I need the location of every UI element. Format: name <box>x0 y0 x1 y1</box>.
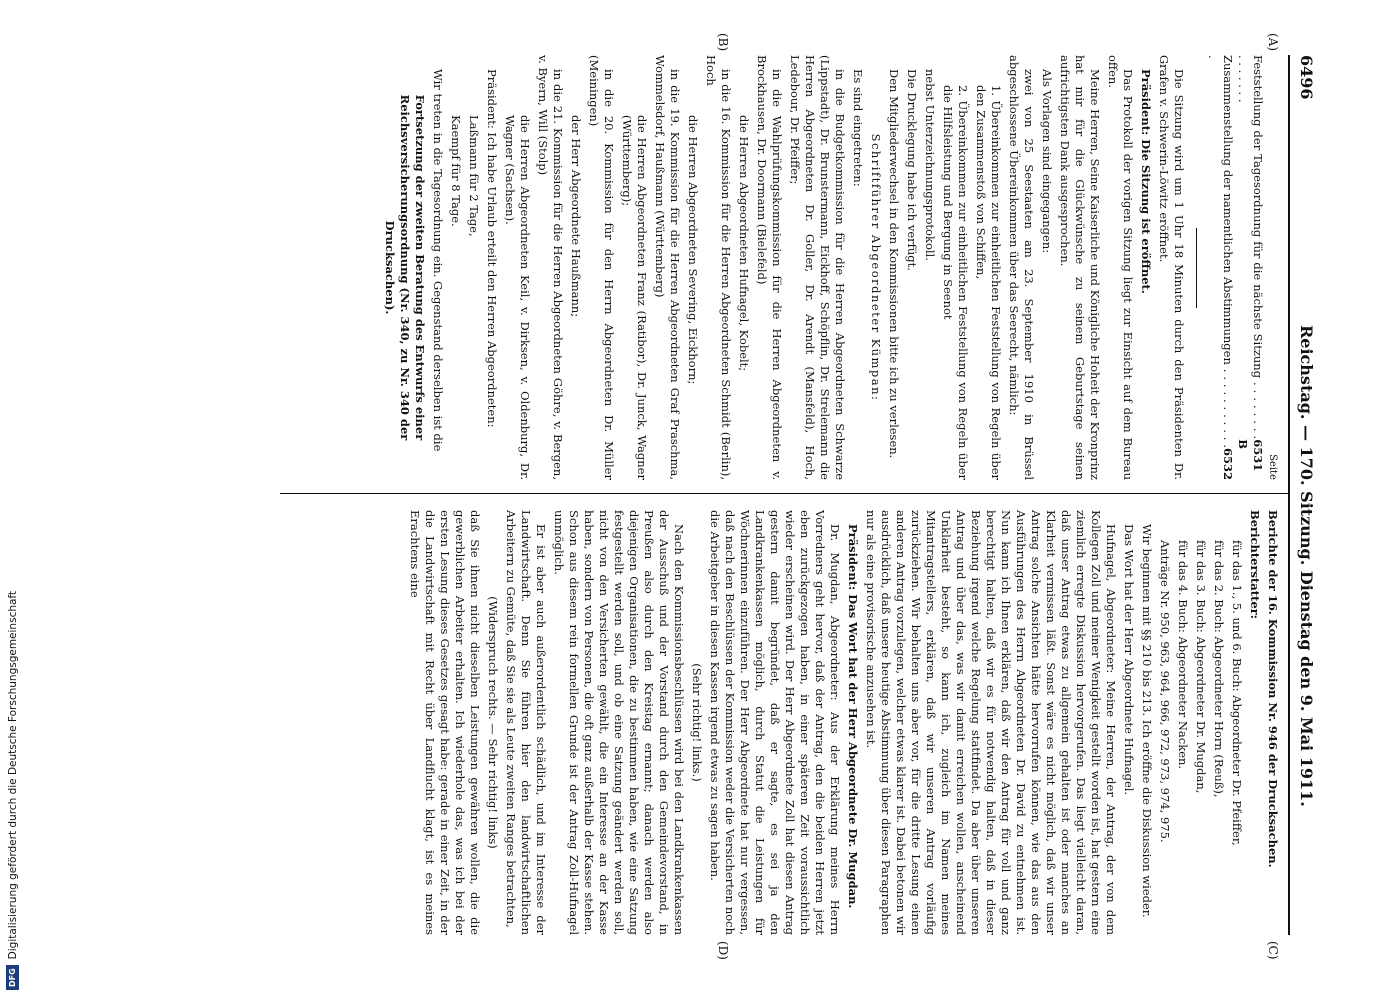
speech-paragraph: Dr. Mugdan, Abgeordneter: Aus der Erklärung meines Herrn Vorredners geht hervor, daß der Antrag, den die beiden Herren jetzt eben zurückgezogen haben, in einer späteren Zeit voraussichtlich wieder erscheinen wird. Der Herr Abgeordnete Zoll hat diesen Antrag gestern damit begründet, daß er sagte, es sei ja den Landkrankenkassen möglich, durch Statut die Leistungen für Wöchnerinnen einzuführen. Der Herr Abgeordnete hat nur vergessen, daß nach den Beschlüssen der Kommission weder die Versicherten noch die Arbeitgeber in diesen Kassen irgend etwas zu sagen haben. <box>708 510 842 935</box>
margin-mark-d: (D) <box>716 941 730 960</box>
speech-paragraph: Hufnagel, Abgeordneter: Meine Herren, der Antrag, der von dem Kollegen Zoll und meiner Wenigkeit gestellt worden ist, hat gestern eine ziemlich erregte Diskussion hervorgerufen. Das liegt vielleicht daran, daß unser Antrag etwas zu allgemein gehalten ist oder manches an Klarheit vermissen läßt. Sonst wäre es nicht möglich, daß wir unser Antrag solche Ansichten hätte hervorrufen können, wie das aus den Ausführungen des Herrn Abgeordneten Dr. David zu entnehmen ist. Nun kann ich Ihnen erklären, daß wir den Antrag für voll und ganz berechtigt halten, daß wir es für notwendig halten, daß in dieser Beziehung irgend welche Regelung stattfindet. Da aber über unseren Antrag und über das, was wir damit erreichen wollen, anscheinend Unklarheit besteht, so kann ich, zugleich im Namen meines Mitantragstellers, erklären, daß wir unseren Antrag vorläufig zurückziehen. Wir behalten uns aber vor, für die dritte Lesung einen anderen Antrag vorzulegen, welcher etwas klarer ist. Dabei betonen wir ausdrücklich, daß unsere heutige Abstimmung über diesen Paragraphen nur als eine provisorische anzusehen ist. <box>864 510 1118 935</box>
agenda-item-heading: Fortsetzung der zweiten Beratung des Entwurfs einer Reichsversicherungsordnung (Nr. 340, zu Nr. 340 der Drucksachen). <box>383 94 427 441</box>
list-item: 1. Übereinkommen zur einheitlichen Feststellung von Regeln über den Zusammenstoß von Schiffen, <box>974 85 1003 480</box>
dfg-logo-icon: DFG <box>6 965 19 990</box>
credit-text: Digitalisierung gefördert durch die Deutsche Forschungsgemeinschaft <box>6 590 19 960</box>
toc-entry-page: 6532 <box>1221 447 1235 480</box>
paragraph: der Herr Abgeordnete Haußmann; <box>569 115 583 318</box>
page-title: Reichstag. — 170. Sitzung. Dienstag den 9. Mai 1911. <box>1297 325 1316 807</box>
paragraph: die Herren Abgeordneten Hufnagel, Kobelt; <box>737 115 751 372</box>
left-column <box>379 55 1280 480</box>
paragraph: Präsident: Das Wort hat der Herr Abgeordnete Dr. Mugdan. <box>846 524 860 909</box>
list-item: 2. Übereinkommen zur einheitlichen Feststellung von Regeln über die Hilfsleistung und Bergung in Seenot <box>941 85 970 480</box>
paragraph: Berichte der 16. Kommission Nr. 946 der Drucksachen. <box>1266 510 1280 868</box>
paragraph: Die Sitzung wird um 1 Uhr 18 Minuten durch den Präsidenten Dr. Grafen v. Schwerin-Löwitz eröffnet. <box>1157 55 1186 480</box>
paragraph: Es sind eingetreten: <box>851 69 865 187</box>
margin-mark-c: (C) <box>1266 941 1280 960</box>
toc-entry-text: Feststellung der Tagesordnung für die nächste Sitzung . . . . . . . . . . . . . . . <box>1236 55 1265 440</box>
toc-seite-label: Seite <box>1267 454 1278 480</box>
section-divider <box>1196 228 1197 308</box>
rotated-document-page <box>70 33 1320 960</box>
speech-paragraph: Er ist aber auch außerordentlich schädlich, und im Interesse der Landwirtschaft. Denn Sie führen hier den landwirtschaftlichen Arbeitern zu Gemüte, daß Sie sie als Leute zweiten Ranges betrachten, <box>504 510 548 935</box>
paragraph: Kaempf für 8 Tage. <box>449 115 463 227</box>
paragraph: zwei von 25 Seestaaten am 23. September 1910 in Brüssel abgeschlossene Übereinkommen über das Seerecht, nämlich: <box>1007 55 1036 480</box>
paragraph: in die 19. Kommission für die Herren Abgeordneten Graf Praschma, Wommelsdorf, Haußmann (Württemberg) <box>653 55 682 480</box>
list-item: für das 3. Buch: Abgeordneter Dr. Mugdan, <box>1194 540 1208 794</box>
page-number: 6496 <box>1297 55 1316 100</box>
paragraph: nebst Unterzeichnungsprotokoll. <box>923 69 937 261</box>
list-item: für das 2. Buch: Abgeordneter Horn (Reuß), <box>1212 540 1226 798</box>
paragraph: Berichterstatter: <box>1248 510 1262 619</box>
interjection: (Widerspruch rechts. — Sehr richtig! links) <box>486 596 500 849</box>
paragraph: in die Wahlprüfungskommission für die Herren Abgeordneten v. Brockhausen, Dr. Doormann (Bielefeld) <box>755 55 784 480</box>
paragraph: Wir beginnen mit §§ 210 bis 213. Ich eröffne die Diskussion wieder. <box>1140 524 1154 918</box>
list-item: Anträge Nr. 950, 963, 964, 966, 972, 973, 974, 975. <box>1158 540 1172 843</box>
paragraph: Die Drucklegung habe ich verfügt. <box>905 69 919 271</box>
speech-paragraph: daß Sie ihnen nicht dieselben Leistungen gewähren wollen, die die gewerblichen Arbeiter erhalten. Ich wiederhole das, was ich bei der ersten Lesung dieses Gesetzes gesagt habe: gerade in einer Zeit, in der die Landwirtschaft mit Recht über Landflucht klagt, ist es meines Erachtens eine <box>408 510 482 935</box>
margin-mark-a: (A) <box>1266 33 1280 52</box>
paragraph: Das Wort hat der Herr Abgeordnete Hufnagel. <box>1122 524 1136 796</box>
paragraph: die Herren Abgeordneten Keil, v. Dirksen, v. Oldenburg, Dr. Wagner (Sachsen). <box>503 115 532 480</box>
list-item: für das 4. Buch: Abgeordneter Nacken. <box>1176 540 1190 770</box>
paragraph: Den Mitgliederwechsel in den Kommissionen bitte ich zu verlesen. <box>887 69 901 459</box>
column-divider <box>280 493 1290 494</box>
interjection: (Sehr richtig! links.) <box>690 663 704 782</box>
header-rule <box>1288 55 1290 935</box>
page-header <box>1292 55 1320 935</box>
speaker-heading: Schriftführer Abgeordneter Kümpan: <box>869 133 883 402</box>
digitization-credit <box>6 591 19 990</box>
paragraph: Laßmann für 2 Tage, <box>467 115 481 237</box>
paragraph: die Herren Abgeordneten Severing, Eickhorn; <box>686 115 700 385</box>
paragraph: in die Budgetkommission für die Herren Abgeordneten Schwarze (Lippstadt), Dr. Brunstermann, Eickhoff, Schöpflin, Dr. Strelemann die Herren Abgeordneten Dr. Goller, Dr. Arendt (Mansfeld), Hoch, Ledebour, Dr. Pfeiffer; <box>788 55 847 480</box>
paragraph: Wir treten in die Tagesordnung ein. Gegenstand derselben ist die <box>431 69 445 452</box>
paragraph: Präsident: Die Sitzung ist eröffnet. <box>1139 69 1153 294</box>
list-item: für das 1., 5. und 6. Buch: Abgeordneter Dr. Pfeiffer, <box>1230 540 1244 846</box>
toc-entry-text: Zusammenstellung der namentlichen Abstimmungen . . . . . . . . . . . . <box>1206 55 1235 448</box>
paragraph: Meine Herren, Seine Kaiserliche und Königliche Hoheit der Kronprinz hat mir für die Glückwünsche zu seinem Geburtstage seinen aufrichtigsten Dank ausgesprochen. <box>1058 55 1102 480</box>
speech-paragraph: Nach den Kommissionsbeschlüssen wird bei den Landkrankenkassen der Ausschuß und der Vorstand durch den Gemeindevorstand, in Preußen also durch den Kreistag ernannt; danach werden also diejenigen Organisationen, die zu bestimmen haben, wie eine Satzung festgestellt werden soll, und ob eine Satzung geändert werden soll, nicht von den Versicherten gewählt, die ein Interesse an der Kasse haben, sondern von Personen, die oft ganz außerhalb der Kasse stehen. Schon aus diesem rein formellen Grunde ist der Antrag Zoll-Hufnagel unmöglich. <box>552 510 686 935</box>
paragraph: in die 20. Kommission für den Herrn Abgeordneten Dr. Müller (Meiningen) <box>587 55 616 480</box>
toc-entry <box>1205 55 1235 480</box>
paragraph: die Herren Abgeordneten Franz (Ratibor), Dr. Junck, Wagner (Württemberg); <box>620 115 649 480</box>
margin-mark-b: (B) <box>716 33 730 52</box>
toc-entry <box>1235 55 1265 480</box>
paragraph: Präsident: Ich habe Urlaub erteilt den Herren Abgeordneten: <box>485 69 499 428</box>
paragraph: in die 21. Kommission für die Herren Abgeordneten Göhre, v. Bergen, v. Byern, Will (Stolp) <box>536 55 565 480</box>
right-column <box>404 510 1280 935</box>
paragraph: Als Vorlagen sind eingegangen: <box>1040 69 1054 254</box>
paragraph: Das Protokoll der vorigen Sitzung liegt zur Einsicht auf dem Bureau offen. <box>1106 55 1135 480</box>
paragraph: in die 16. Kommission für die Herren Abgeordneten Schmidt (Berlin), Hoch <box>704 55 733 480</box>
toc-entry-page: 6531 B <box>1236 439 1265 472</box>
